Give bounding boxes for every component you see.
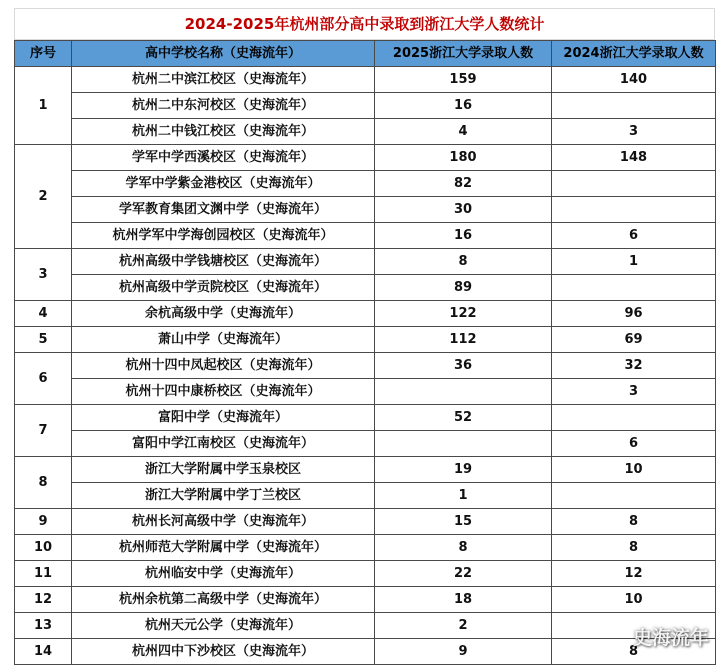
- count-2024-cell: 8: [552, 535, 716, 561]
- table-row: [15, 249, 716, 275]
- table-body: [15, 67, 716, 665]
- row-index: 14: [15, 639, 72, 665]
- count-2024-cell: 8: [552, 639, 716, 665]
- count-2024-cell: 3: [552, 379, 716, 405]
- table-row: [15, 275, 716, 301]
- count-2025-cell: 2: [375, 613, 552, 639]
- count-2025-cell: 82: [375, 171, 552, 197]
- school-name-cell: 杭州余杭第二高级中学（史海流年）: [72, 587, 375, 613]
- row-index: 5: [15, 327, 72, 353]
- row-index: 10: [15, 535, 72, 561]
- table-row: [15, 223, 716, 249]
- watermark: 史海流年: [632, 627, 709, 649]
- table-row: [15, 379, 716, 405]
- count-2025-cell: [375, 431, 552, 457]
- table-row: [15, 561, 716, 587]
- count-2025-cell: 18: [375, 587, 552, 613]
- table-row: [15, 145, 716, 171]
- count-2025-cell: 16: [375, 223, 552, 249]
- count-2025-cell: 36: [375, 353, 552, 379]
- count-2025-cell: 8: [375, 249, 552, 275]
- count-2024-cell: 6: [552, 223, 716, 249]
- school-name-cell: 杭州十四中康桥校区（史海流年）: [72, 379, 375, 405]
- table-row: [15, 613, 716, 639]
- count-2024-cell: 12: [552, 561, 716, 587]
- table-row: [15, 197, 716, 223]
- stats-sheet: [14, 8, 715, 665]
- row-index: 2: [15, 145, 72, 249]
- school-name-cell: 富阳中学江南校区（史海流年）: [72, 431, 375, 457]
- table-row: [15, 119, 716, 145]
- table-row: [15, 431, 716, 457]
- header-school: 高中学校名称（史海流年）: [72, 41, 375, 67]
- table-row: [15, 639, 716, 665]
- row-index: 3: [15, 249, 72, 301]
- row-index: 13: [15, 613, 72, 639]
- count-2024-cell: 69: [552, 327, 716, 353]
- school-name-cell: 学军中学西溪校区（史海流年）: [72, 145, 375, 171]
- count-2024-cell: 6: [552, 431, 716, 457]
- school-name-cell: 杭州四中下沙校区（史海流年）: [72, 639, 375, 665]
- row-index: 7: [15, 405, 72, 457]
- school-name-cell: 余杭高级中学（史海流年）: [72, 301, 375, 327]
- school-name-cell: 杭州十四中凤起校区（史海流年）: [72, 353, 375, 379]
- count-2025-cell: 15: [375, 509, 552, 535]
- table-row: [15, 93, 716, 119]
- school-name-cell: 富阳中学（史海流年）: [72, 405, 375, 431]
- table-row: [15, 457, 716, 483]
- school-name-cell: 学军教育集团文渊中学（史海流年）: [72, 197, 375, 223]
- count-2024-cell: [552, 171, 716, 197]
- row-index: 6: [15, 353, 72, 405]
- count-2025-cell: 8: [375, 535, 552, 561]
- count-2024-cell: 10: [552, 587, 716, 613]
- school-name-cell: 杭州师范大学附属中学（史海流年）: [72, 535, 375, 561]
- table-title: 2024-2025年杭州部分高中录取到浙江大学人数统计: [14, 8, 715, 40]
- school-name-cell: 萧山中学（史海流年）: [72, 327, 375, 353]
- count-2025-cell: 112: [375, 327, 552, 353]
- row-index: 11: [15, 561, 72, 587]
- count-2024-cell: 3: [552, 119, 716, 145]
- row-index: 9: [15, 509, 72, 535]
- school-name-cell: 杭州高级中学钱塘校区（史海流年）: [72, 249, 375, 275]
- school-name-cell: 杭州高级中学贡院校区（史海流年）: [72, 275, 375, 301]
- count-2024-cell: 1: [552, 249, 716, 275]
- count-2024-cell: [552, 93, 716, 119]
- school-name-cell: 浙江大学附属中学玉泉校区: [72, 457, 375, 483]
- count-2024-cell: [552, 405, 716, 431]
- school-name-cell: 杭州二中钱江校区（史海流年）: [72, 119, 375, 145]
- row-index: 12: [15, 587, 72, 613]
- school-name-cell: 杭州二中东河校区（史海流年）: [72, 93, 375, 119]
- row-index: 1: [15, 67, 72, 145]
- count-2025-cell: 19: [375, 457, 552, 483]
- school-name-cell: 杭州二中滨江校区（史海流年）: [72, 67, 375, 93]
- count-2025-cell: 122: [375, 301, 552, 327]
- school-name-cell: 杭州长河高级中学（史海流年）: [72, 509, 375, 535]
- table-row: [15, 327, 716, 353]
- header-2024: 2024浙江大学录取人数: [552, 41, 716, 67]
- count-2025-cell: 180: [375, 145, 552, 171]
- count-2024-cell: 148: [552, 145, 716, 171]
- table-row: [15, 301, 716, 327]
- table-row: [15, 535, 716, 561]
- school-name-cell: 浙江大学附属中学丁兰校区: [72, 483, 375, 509]
- count-2024-cell: [552, 197, 716, 223]
- table-row: [15, 67, 716, 93]
- count-2025-cell: 30: [375, 197, 552, 223]
- school-name-cell: 杭州临安中学（史海流年）: [72, 561, 375, 587]
- school-name-cell: 杭州学军中学海创园校区（史海流年）: [72, 223, 375, 249]
- school-name-cell: 杭州天元公学（史海流年）: [72, 613, 375, 639]
- count-2025-cell: 89: [375, 275, 552, 301]
- table-row: [15, 483, 716, 509]
- count-2025-cell: 4: [375, 119, 552, 145]
- count-2024-cell: [552, 483, 716, 509]
- table-row: [15, 171, 716, 197]
- count-2024-cell: 8: [552, 509, 716, 535]
- count-2024-cell: 10: [552, 457, 716, 483]
- count-2024-cell: [552, 275, 716, 301]
- count-2024-cell: 140: [552, 67, 716, 93]
- count-2025-cell: 1: [375, 483, 552, 509]
- admissions-table: [14, 40, 716, 665]
- table-row: [15, 587, 716, 613]
- row-index: 4: [15, 301, 72, 327]
- count-2024-cell: 96: [552, 301, 716, 327]
- school-name-cell: 学军中学紫金港校区（史海流年）: [72, 171, 375, 197]
- header-2025: 2025浙江大学录取人数: [375, 41, 552, 67]
- count-2025-cell: 22: [375, 561, 552, 587]
- count-2025-cell: [375, 379, 552, 405]
- header-index: 序号: [15, 41, 72, 67]
- row-index: 8: [15, 457, 72, 509]
- header-row: [15, 41, 716, 67]
- count-2024-cell: 32: [552, 353, 716, 379]
- table-row: [15, 509, 716, 535]
- count-2025-cell: 9: [375, 639, 552, 665]
- count-2025-cell: 16: [375, 93, 552, 119]
- count-2025-cell: 52: [375, 405, 552, 431]
- table-row: [15, 405, 716, 431]
- table-row: [15, 353, 716, 379]
- count-2025-cell: 159: [375, 67, 552, 93]
